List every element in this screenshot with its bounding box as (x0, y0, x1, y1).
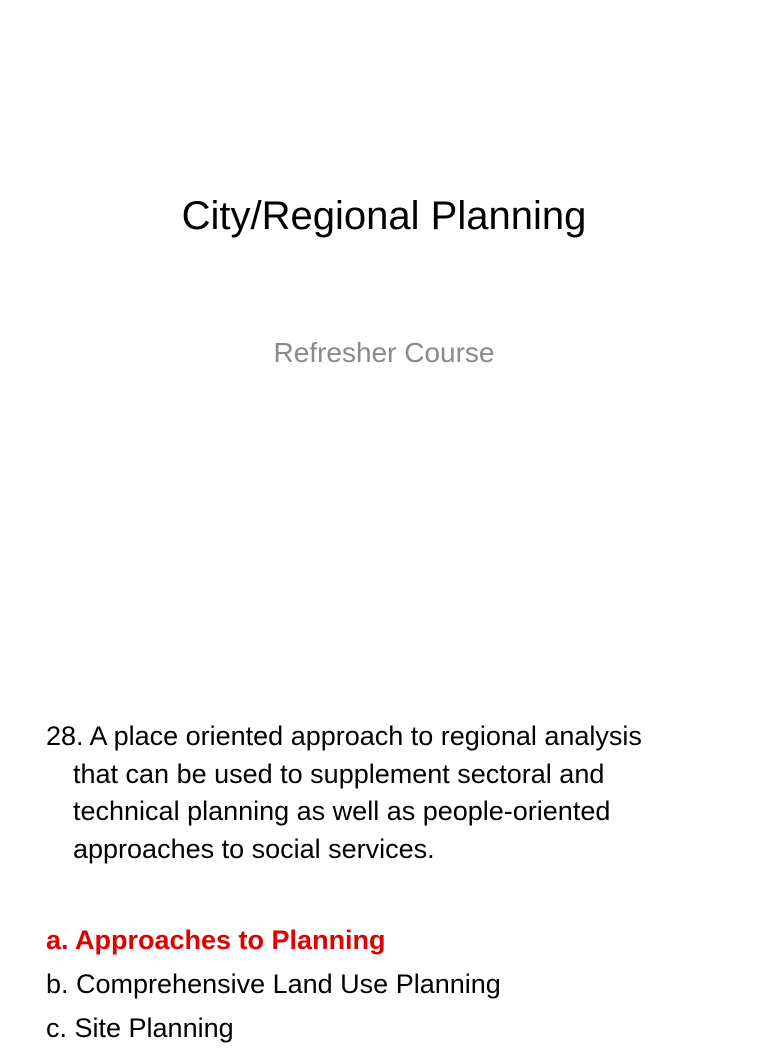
question-line: technical planning as well as people-oriented (73, 796, 611, 826)
question-line: 28. A place oriented approach to regional analysis (46, 721, 642, 751)
slide-title: City/Regional Planning (181, 194, 587, 238)
question-line: approaches to social services. (73, 833, 435, 864)
slide-subtitle: Refresher Course (273, 337, 495, 368)
question-text (46, 718, 726, 868)
option-c: c. Site Planning (46, 1013, 234, 1043)
option-b: b. Comprehensive Land Use Planning (46, 969, 501, 999)
option-a-correct-answer: a. Approaches to Planning (46, 925, 386, 955)
answer-options (46, 918, 726, 1050)
question-line: that can be used to supplement sectoral and (73, 758, 605, 789)
